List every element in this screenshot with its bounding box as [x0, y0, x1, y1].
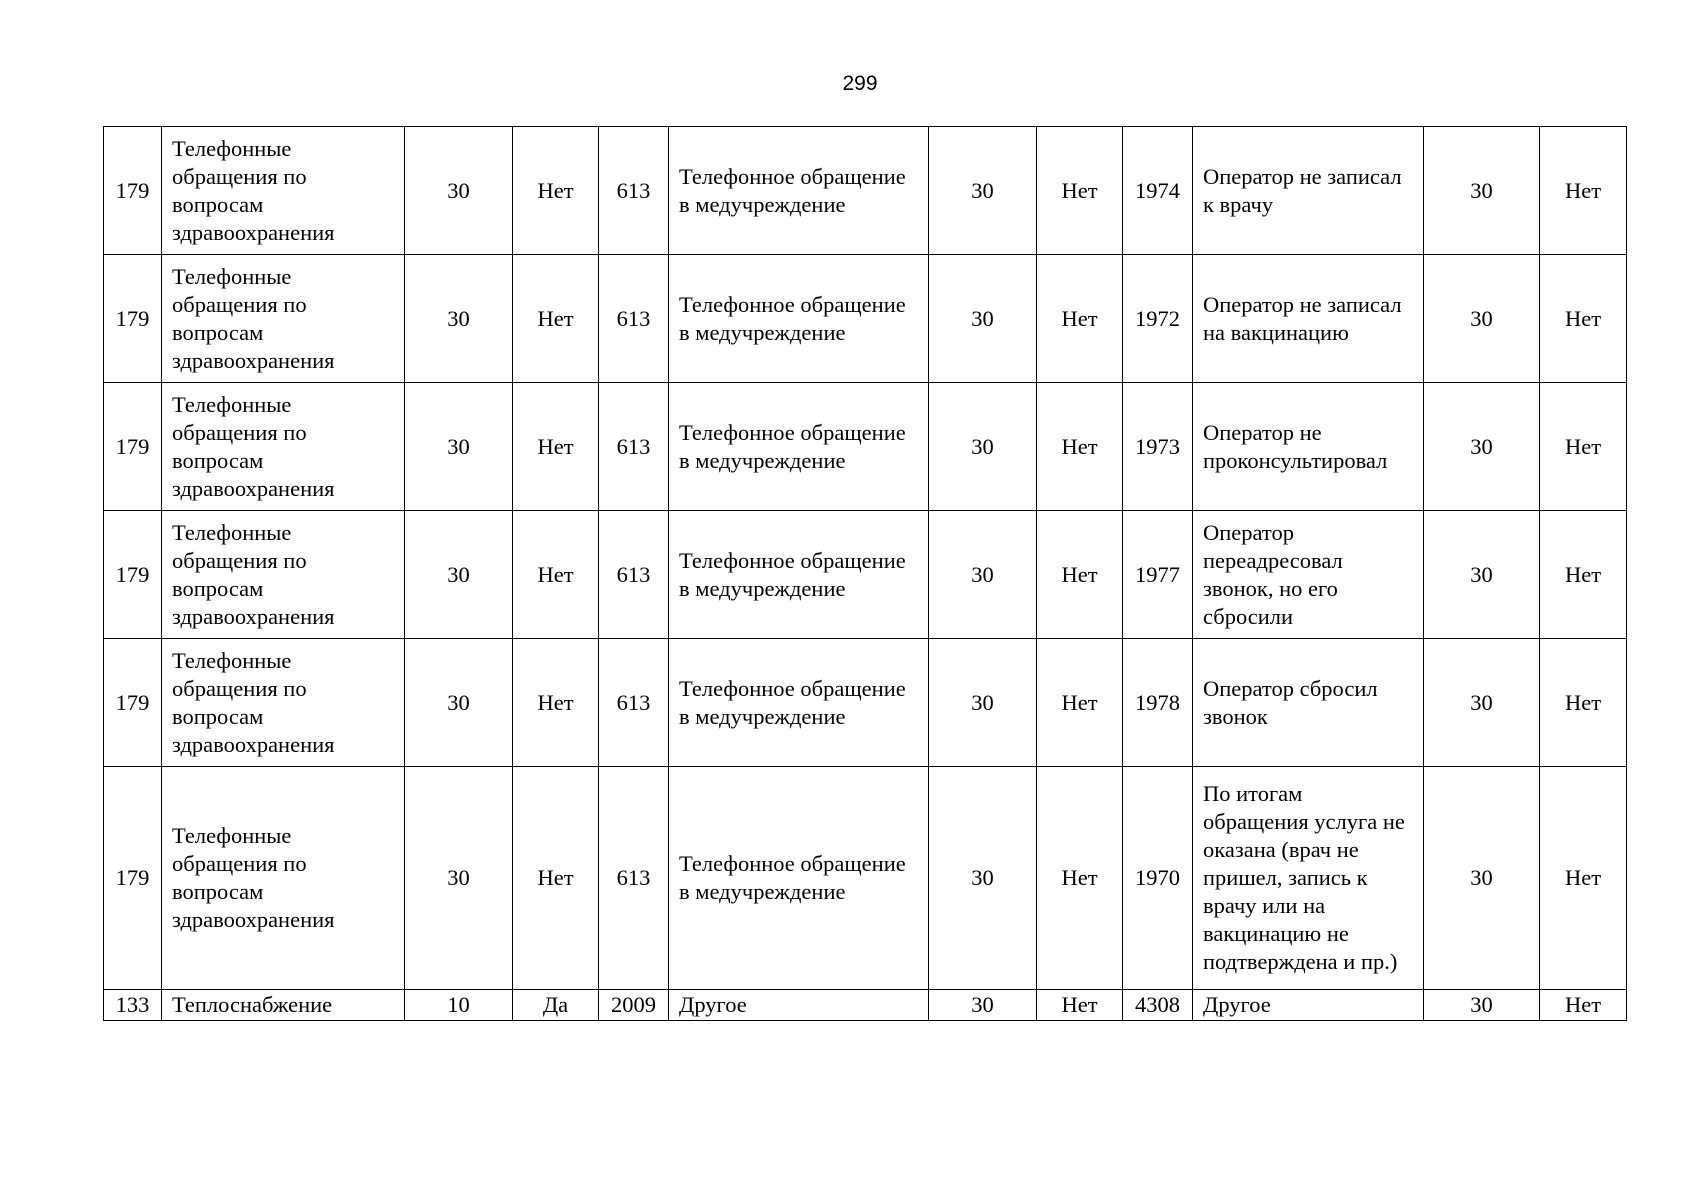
table-row [104, 639, 1627, 767]
table-cell: Нет [1540, 767, 1627, 990]
table-cell: Оператор не записал на вакцинацию [1193, 255, 1424, 383]
table-cell: 30 [405, 767, 513, 990]
table-row [104, 767, 1627, 990]
table-cell: 30 [929, 255, 1037, 383]
table-cell: Нет [1037, 639, 1123, 767]
table-cell: Оператор сбросил звонок [1193, 639, 1424, 767]
table-cell: Нет [1540, 255, 1627, 383]
table-cell: 1972 [1123, 255, 1193, 383]
table-cell: Нет [513, 511, 599, 639]
table-cell: 179 [104, 127, 162, 255]
table-cell: 613 [599, 511, 669, 639]
table-cell: 30 [1424, 767, 1540, 990]
table-cell: Телефонное обращение в медучреждение [669, 383, 929, 511]
table-cell: Телефонные обращения по вопросам здравоохранения [162, 511, 405, 639]
table-cell: 2009 [599, 990, 669, 1021]
table-cell: Нет [1037, 767, 1123, 990]
table-cell: Да [513, 990, 599, 1021]
table-cell: 1977 [1123, 511, 1193, 639]
table-cell: 30 [405, 255, 513, 383]
table-cell: 30 [405, 639, 513, 767]
table-cell: 30 [405, 511, 513, 639]
table-cell: 4308 [1123, 990, 1193, 1021]
table-cell: Нет [1037, 511, 1123, 639]
table-cell: Оператор переадресовал звонок, но его сбросили [1193, 511, 1424, 639]
table-cell: 30 [1424, 990, 1540, 1021]
table-cell: Телефонное обращение в медучреждение [669, 767, 929, 990]
table-cell: Телефонные обращения по вопросам здравоохранения [162, 639, 405, 767]
table-cell: Другое [669, 990, 929, 1021]
page-number: 299 [842, 72, 878, 95]
table-cell: 30 [929, 511, 1037, 639]
table-cell: Телефонное обращение в медучреждение [669, 127, 929, 255]
table-row [104, 990, 1627, 1021]
table-cell: Нет [513, 127, 599, 255]
table-cell: Оператор не проконсультировал [1193, 383, 1424, 511]
table-cell: Телефонные обращения по вопросам здравоохранения [162, 767, 405, 990]
table-cell: Телефонное обращение в медучреждение [669, 511, 929, 639]
table-cell: По итогам обращения услуга не оказана (врач не пришел, запись к врачу или на вакцинацию не подтверждена и пр.) [1193, 767, 1424, 990]
table-cell: 30 [1424, 511, 1540, 639]
table-cell: Телефонные обращения по вопросам здравоохранения [162, 255, 405, 383]
table-cell: 1978 [1123, 639, 1193, 767]
table-cell: 1970 [1123, 767, 1193, 990]
table-cell: 30 [929, 639, 1037, 767]
table-cell: 613 [599, 767, 669, 990]
table-cell: Нет [513, 383, 599, 511]
table-cell: Телефонные обращения по вопросам здравоохранения [162, 383, 405, 511]
table-cell: 30 [929, 767, 1037, 990]
table-row [104, 511, 1627, 639]
table-cell: Телефонное обращение в медучреждение [669, 639, 929, 767]
table-row [104, 127, 1627, 255]
table-row [104, 383, 1627, 511]
table-cell: 30 [405, 383, 513, 511]
table-cell: Нет [1540, 127, 1627, 255]
table-cell: Нет [513, 255, 599, 383]
table-cell: Нет [1540, 639, 1627, 767]
table-cell: 30 [405, 127, 513, 255]
table-cell: 179 [104, 767, 162, 990]
table-cell: 30 [929, 127, 1037, 255]
table-cell: Другое [1193, 990, 1424, 1021]
table-cell: Нет [513, 639, 599, 767]
table-cell: 133 [104, 990, 162, 1021]
data-table [103, 126, 1627, 1021]
table-cell: 30 [929, 990, 1037, 1021]
table-cell: 179 [104, 255, 162, 383]
table-cell: 613 [599, 639, 669, 767]
table-cell: 179 [104, 639, 162, 767]
table-cell: 1973 [1123, 383, 1193, 511]
table-cell: 179 [104, 511, 162, 639]
table-row [104, 255, 1627, 383]
table-cell: 30 [929, 383, 1037, 511]
table-cell: Нет [1037, 127, 1123, 255]
table-cell: Нет [1540, 383, 1627, 511]
table-cell: Телефонное обращение в медучреждение [669, 255, 929, 383]
table-cell: Нет [1540, 511, 1627, 639]
table-cell: Нет [1037, 255, 1123, 383]
table-cell: 1974 [1123, 127, 1193, 255]
table-cell: Нет [513, 767, 599, 990]
table-cell: 30 [1424, 255, 1540, 383]
table-cell: Нет [1540, 990, 1627, 1021]
table-cell: 613 [599, 127, 669, 255]
table-cell: 613 [599, 255, 669, 383]
table-cell: 613 [599, 383, 669, 511]
table-cell: 30 [1424, 639, 1540, 767]
table-cell: 10 [405, 990, 513, 1021]
table-cell: 30 [1424, 127, 1540, 255]
table-cell: 30 [1424, 383, 1540, 511]
table-cell: Оператор не записал к врачу [1193, 127, 1424, 255]
table-cell: Теплоснабжение [162, 990, 405, 1021]
table-cell: Нет [1037, 383, 1123, 511]
table-cell: Нет [1037, 990, 1123, 1021]
table-cell: 179 [104, 383, 162, 511]
table-cell: Телефонные обращения по вопросам здравоохранения [162, 127, 405, 255]
